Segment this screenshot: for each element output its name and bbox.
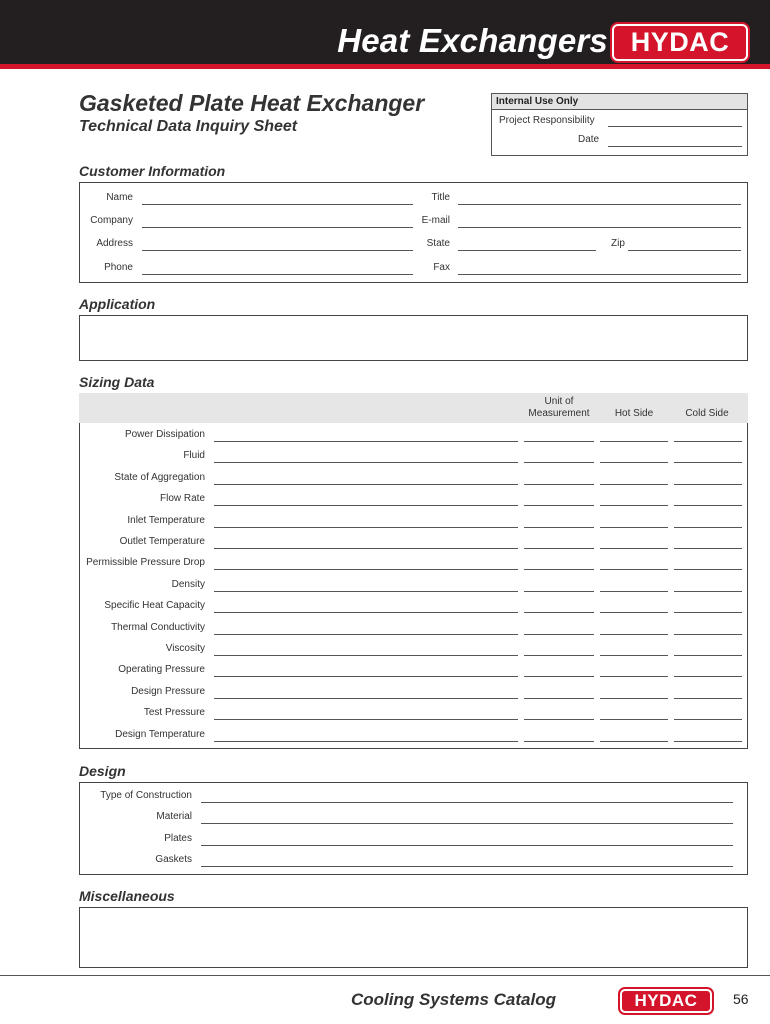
sizing-hot-side-field[interactable] [600,698,668,699]
sizing-value-field[interactable] [214,591,518,592]
design-row-label: Type of Construction [100,790,192,801]
sizing-unit-field[interactable] [524,741,594,742]
address-label: Address [96,238,133,249]
sizing-data-title: Sizing Data [79,374,155,390]
company-label: Company [90,215,133,226]
header-stripe [0,64,770,69]
name-field[interactable] [142,204,413,205]
application-textarea[interactable] [79,315,748,361]
design-row-label: Gaskets [155,854,192,865]
state-label: State [426,238,450,249]
customer-info-box [79,182,748,283]
sizing-hot-side-field[interactable] [600,548,668,549]
name-label: Name [106,192,133,203]
zip-label: Zip [611,238,625,249]
cold-side-header: Cold Side [685,408,729,419]
design-field[interactable] [201,866,733,867]
phone-label: Phone [104,262,133,273]
document-subtitle: Technical Data Inquiry Sheet [79,118,298,135]
sizing-value-field[interactable] [214,698,518,699]
sizing-value-field[interactable] [214,569,518,570]
address-field[interactable] [142,250,413,251]
sizing-cold-side-field[interactable] [674,634,742,635]
sizing-hot-side-field[interactable] [600,655,668,656]
sizing-row-label: Outlet Temperature [119,536,205,547]
sizing-unit-field[interactable] [524,676,594,677]
sizing-unit-field[interactable] [524,698,594,699]
title-field[interactable] [458,204,741,205]
sizing-row-label: Test Pressure [143,707,205,718]
sizing-value-field[interactable] [214,719,518,720]
unit-of-measurement-header: Unit of Measurement [528,396,590,419]
customer-info-title: Customer Information [79,163,226,179]
document-title: Gasketed Plate Heat Exchanger [79,90,425,116]
sizing-unit-field[interactable] [524,527,594,528]
sizing-hot-side-field[interactable] [600,484,668,485]
footer-catalog-title: Cooling Systems Catalog [351,990,556,1009]
sizing-cold-side-field[interactable] [674,698,742,699]
design-field[interactable] [201,845,733,846]
design-row-label: Material [156,811,192,822]
sizing-value-field[interactable] [214,462,518,463]
sizing-cold-side-field[interactable] [674,505,742,506]
sizing-row-label: Specific Heat Capacity [104,600,205,611]
sizing-value-field[interactable] [214,676,518,677]
sizing-unit-field[interactable] [524,505,594,506]
sizing-unit-field[interactable] [524,441,594,442]
sizing-cold-side-field[interactable] [674,462,742,463]
sizing-hot-side-field[interactable] [600,719,668,720]
sizing-cold-side-field[interactable] [674,719,742,720]
company-field[interactable] [142,227,413,228]
design-title: Design [79,763,126,779]
sizing-value-field[interactable] [214,505,518,506]
fax-label: Fax [433,262,450,273]
sizing-value-field[interactable] [214,741,518,742]
sizing-row-label: Design Pressure [131,686,205,697]
date-label: Date [578,134,600,145]
sizing-row-label: Flow Rate [159,493,205,504]
sizing-unit-field[interactable] [524,462,594,463]
sizing-unit-field[interactable] [524,655,594,656]
sizing-row-label: Inlet Temperature [127,515,205,526]
miscellaneous-textarea[interactable] [79,907,748,968]
sizing-row-label: Thermal Conductivity [111,622,205,633]
sizing-cold-side-field[interactable] [674,527,742,528]
sizing-unit-field[interactable] [524,634,594,635]
sizing-row-label: Density [171,579,205,590]
sizing-cold-side-field[interactable] [674,591,742,592]
sizing-hot-side-field[interactable] [600,505,668,506]
sizing-cold-side-field[interactable] [674,612,742,613]
sizing-value-field[interactable] [214,484,518,485]
sizing-row-label: Fluid [183,450,205,461]
sizing-hot-side-field[interactable] [600,441,668,442]
sizing-cold-side-field[interactable] [674,484,742,485]
sizing-hot-side-field[interactable] [600,676,668,677]
sizing-row-label: Permissible Pressure Drop [86,557,205,568]
footer-divider [0,975,770,976]
internal-use-heading: Internal Use Only [492,94,747,110]
sizing-cold-side-field[interactable] [674,676,742,677]
sizing-value-field[interactable] [214,612,518,613]
sizing-row-label: Power Dissipation [124,429,205,440]
miscellaneous-title: Miscellaneous [79,888,175,904]
fax-field[interactable] [458,274,741,275]
sizing-hot-side-field[interactable] [600,569,668,570]
phone-field[interactable] [142,274,413,275]
sizing-cold-side-field[interactable] [674,548,742,549]
sizing-unit-field[interactable] [524,569,594,570]
sizing-hot-side-field[interactable] [600,527,668,528]
design-field[interactable] [201,802,733,803]
header-title: Heat Exchangers [337,22,608,59]
sizing-cold-side-field[interactable] [674,655,742,656]
sizing-value-field[interactable] [214,655,518,656]
state-field[interactable] [458,250,596,251]
sizing-hot-side-field[interactable] [600,612,668,613]
sizing-value-field[interactable] [214,548,518,549]
sizing-row-label: Viscosity [165,643,205,654]
sizing-value-field[interactable] [214,527,518,528]
hydac-logo-footer: HYDAC [620,989,712,1013]
sizing-hot-side-field[interactable] [600,741,668,742]
sizing-hot-side-field[interactable] [600,462,668,463]
sizing-row-label: Design Temperature [115,729,205,740]
sizing-unit-field[interactable] [524,484,594,485]
design-field[interactable] [201,823,733,824]
sizing-hot-side-field[interactable] [600,634,668,635]
design-row-label: Plates [164,833,192,844]
sizing-unit-field[interactable] [524,591,594,592]
sizing-hot-side-field[interactable] [600,591,668,592]
date-field[interactable] [608,146,742,147]
email-field[interactable] [458,227,741,228]
sizing-cold-side-field[interactable] [674,741,742,742]
zip-field[interactable] [628,250,741,251]
sizing-cold-side-field[interactable] [674,569,742,570]
sizing-row-label: Operating Pressure [118,664,205,675]
project-responsibility-label: Project Responsibility [499,115,595,126]
title-label: Title [431,192,450,203]
email-label: E-mail [421,215,450,226]
hydac-logo: HYDAC [612,24,748,61]
sizing-unit-field[interactable] [524,612,594,613]
sizing-value-field[interactable] [214,441,518,442]
application-title: Application [79,296,156,312]
page-number: 56 [733,991,749,1007]
sizing-row-label: State of Aggregation [114,472,205,483]
hot-side-header: Hot Side [614,408,654,419]
sizing-unit-field[interactable] [524,719,594,720]
project-responsibility-field[interactable] [608,126,742,127]
sizing-cold-side-field[interactable] [674,441,742,442]
sizing-value-field[interactable] [214,634,518,635]
sizing-unit-field[interactable] [524,548,594,549]
